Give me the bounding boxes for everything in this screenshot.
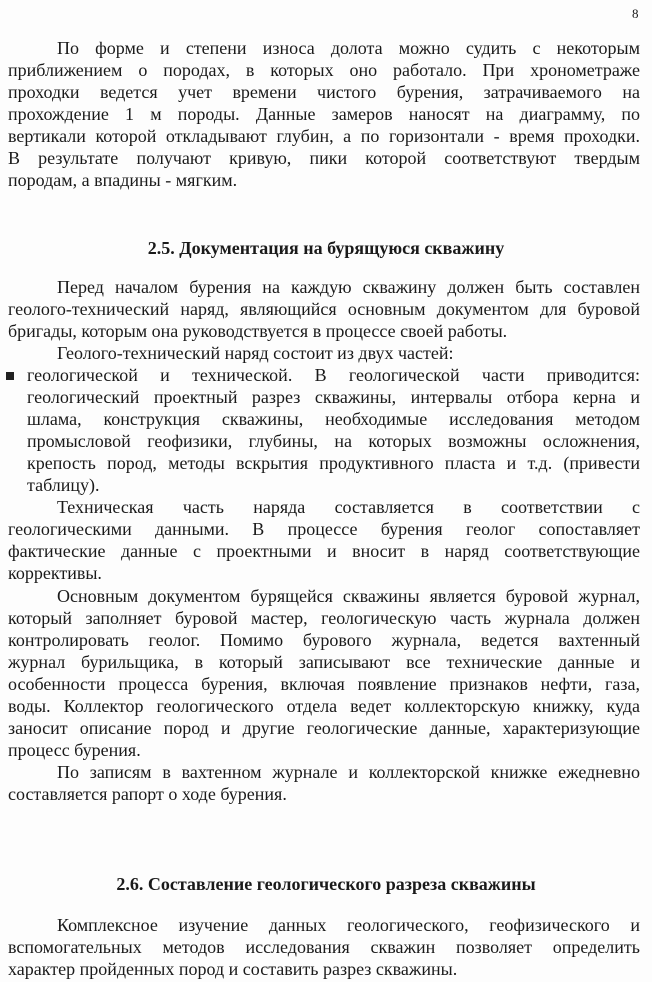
text-line: Перед началом бурения на каждую скважину должен быть составлен [57, 277, 640, 297]
text-line: заносит описание пород и другие геологические данные, характеризующие [8, 718, 640, 738]
text-line: геологический проектный разрез скважины, интервалы отбора керна и [27, 387, 640, 407]
text-line: контролировать геолог. Помимо бурового журнала, ведется вахтенный [8, 630, 640, 650]
text-line: вертикали которой откладывают глубин, а по горизонтали - время проходки. [8, 126, 640, 146]
text-line: который заполняет буровой мастер, геологическую часть журнала должен [8, 608, 640, 628]
text-line: По форме и степени износа долота можно судить с некоторым [57, 38, 640, 58]
text-line: коррективы. [8, 563, 102, 583]
bullet-marker-icon [6, 372, 14, 380]
text-line: шлама, конструкция скважины, необходимые исследования методом [27, 409, 640, 429]
text-line: геолого-технический наряд, являющийся основным документом для буровой [8, 299, 640, 319]
text-line: особенности процесса бурения, включая появление признаков нефти, газа, [8, 674, 640, 694]
text-line: Основным документом бурящейся скважины является буровой журнал, [57, 586, 640, 606]
text-line: воды. Коллектор геологического отдела ведет коллекторскую книжку, куда [8, 696, 640, 716]
text-line: По записям в вахтенном журнале и коллекторской книжке ежедневно [57, 762, 640, 782]
text-line: таблицу). [27, 475, 100, 495]
text-line: процесс бурения. [8, 740, 141, 760]
text-line: геологическими данными. В процессе бурения геолог сопоставляет [8, 519, 640, 539]
text-line: вспомогательных методов исследования скважин позволяет определить [8, 937, 640, 957]
text-line: фактические данные с проектными и вносит в наряд соответствующие [8, 541, 640, 561]
text-line: Техническая часть наряда составляется в соответствии с [57, 497, 640, 517]
page-number: 8 [632, 6, 639, 21]
text-line: характер пройденных пород и составить разрез скважины. [8, 959, 458, 979]
text-line: приближением о породах, в которых оно работало. При хронометраже [8, 60, 640, 80]
text-line: Геолого-технический наряд состоит из двух частей: [57, 343, 454, 363]
text-line: геологической и технической. В геологической части приводится: [27, 365, 640, 385]
text-line: журнал бурильщика, в который записывают все технические данные и [8, 652, 640, 672]
text-line: прохождение 1 м породы. Данные замеров наносят на диаграмму, по [8, 104, 640, 124]
text-line: крепость пород, методы вскрытия продуктивного пласта и т.д. (привести [27, 453, 640, 473]
text-line: составляется рапорт о ходе бурения. [8, 784, 287, 804]
section-heading: 2.6. Составление геологического разреза скважины [116, 874, 536, 894]
text-line: бригады, которым она руководствуется в процессе своей работы. [8, 321, 508, 341]
text-line: В результате получают кривую, пики которой соответствуют твердым [8, 148, 640, 168]
text-line: промысловой геофизики, глубины, на которых возможны осложнения, [27, 431, 640, 451]
section-heading: 2.5. Документация на бурящуюся скважину [147, 238, 505, 258]
text-line: Комплексное изучение данных геологического, геофизического и [57, 915, 640, 935]
text-line: породам, а впадины - мягким. [8, 170, 238, 190]
text-line: проходки ведется учет времени чистого бурения, затрачиваемого на [8, 82, 640, 102]
